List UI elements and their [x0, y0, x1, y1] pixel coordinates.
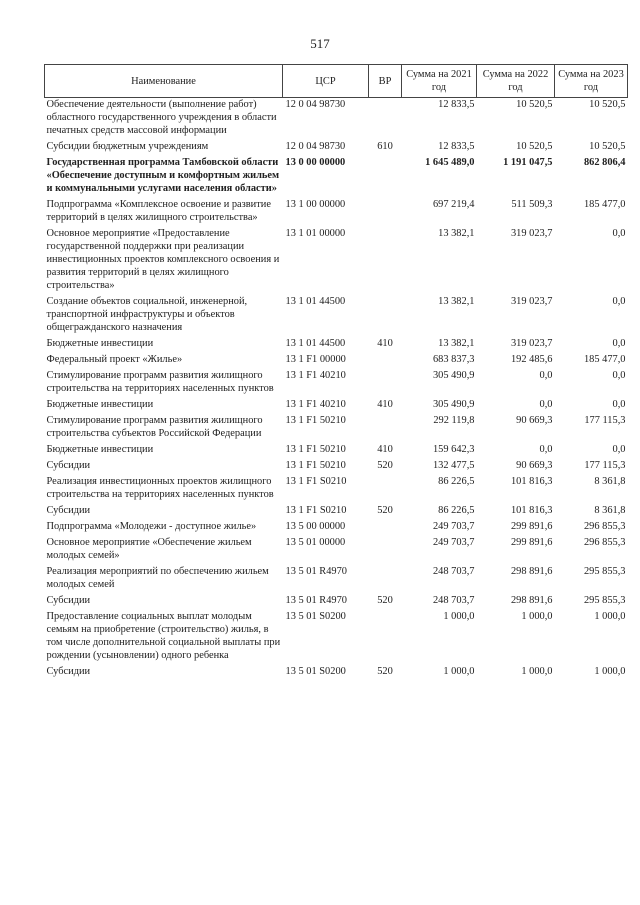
cell-vr [369, 610, 402, 665]
cell-sum-2023: 296 855,3 [583, 521, 626, 532]
cell-sum-2021: 305 490,9 [432, 370, 475, 381]
cell-sum-2022: 101 816,3 [510, 476, 553, 487]
table-row [45, 565, 628, 594]
cell-sum-2021: 249 703,7 [432, 537, 475, 548]
cell-sum-2022: 1 000,0 [521, 611, 553, 622]
cell-sum-2023: 0,0 [612, 370, 626, 381]
table-row [45, 156, 628, 198]
cell-vr: 520 [377, 505, 393, 516]
cell-sum-2021: 697 219,4 [432, 199, 475, 210]
cell-sum-2021: 12 833,5 [438, 141, 475, 152]
cell-csr: 13 1 F1 S0210 [285, 505, 347, 516]
table-row [45, 459, 628, 475]
cell-sum-2023: 177 115,3 [584, 415, 626, 426]
cell-sum-2022: 319 023,7 [510, 228, 553, 239]
cell-vr: 520 [377, 666, 393, 677]
cell-name: Государственная программа Тамбовской области «Обеспечение доступным и комфортным жильем и коммунальными услугами населения области» [46, 157, 280, 194]
cell-csr: 13 1 01 44500 [285, 338, 346, 349]
table-row [45, 337, 628, 353]
cell-sum-2021: 248 703,7 [432, 566, 475, 577]
cell-name: Федеральный проект «Жилье» [46, 354, 183, 365]
cell-csr: 13 5 01 S0200 [285, 666, 346, 677]
cell-name: Субсидии [46, 460, 91, 471]
cell-name: Подпрограмма «Молодежи - доступное жилье» [46, 521, 257, 532]
cell-csr: 13 5 01 R4970 [285, 595, 347, 606]
cell-sum-2023: 296 855,3 [583, 537, 626, 548]
table-row [45, 443, 628, 459]
table-row [45, 610, 628, 665]
cell-name: Бюджетные инвестиции [46, 444, 154, 455]
table-header [45, 65, 628, 98]
cell-sum-2023: 8 361,8 [594, 505, 626, 516]
cell-name: Субсидии [46, 666, 91, 677]
cell-sum-2023: 295 855,3 [583, 566, 626, 577]
cell-vr [369, 414, 402, 443]
cell-sum-2021: 86 226,5 [438, 505, 475, 516]
table-body [45, 98, 628, 682]
cell-sum-2021: 1 645 489,0 [425, 157, 475, 168]
table-row [45, 353, 628, 369]
cell-sum-2023: 0,0 [612, 399, 626, 410]
header-sum-2021: Сумма на 2021 год [402, 65, 477, 98]
cell-sum-2022: 0,0 [539, 370, 553, 381]
cell-csr: 12 0 04 98730 [285, 99, 346, 110]
cell-csr: 13 5 01 S0200 [285, 611, 346, 622]
cell-vr: 520 [377, 460, 393, 471]
cell-csr: 13 1 F1 00000 [285, 354, 346, 365]
cell-name: Субсидии бюджетным учреждениям [46, 141, 209, 152]
cell-name: Субсидии [46, 595, 91, 606]
table-row [45, 398, 628, 414]
cell-csr: 13 5 00 00000 [285, 521, 346, 532]
cell-csr: 13 1 F1 50210 [285, 415, 346, 426]
table-row [45, 414, 628, 443]
cell-sum-2021: 1 000,0 [443, 611, 475, 622]
cell-name: Субсидии [46, 505, 91, 516]
cell-sum-2021: 159 642,3 [432, 444, 475, 455]
cell-vr [369, 369, 402, 398]
cell-vr [369, 295, 402, 337]
cell-sum-2023: 295 855,3 [583, 595, 626, 606]
cell-sum-2023: 0,0 [612, 296, 626, 307]
header-name: Наименование [45, 65, 283, 98]
header-sum-2023: Сумма на 2023 год [555, 65, 628, 98]
cell-vr: 410 [377, 338, 393, 349]
cell-vr [369, 520, 402, 536]
cell-sum-2021: 13 382,1 [438, 228, 475, 239]
cell-sum-2022: 10 520,5 [516, 99, 553, 110]
table-row [45, 475, 628, 504]
cell-sum-2021: 86 226,5 [438, 476, 475, 487]
cell-vr [369, 536, 402, 565]
cell-name: Основное мероприятие «Обеспечение жильем молодых семей» [46, 537, 252, 561]
cell-name: Создание объектов социальной, инженерной, транспортной инфраструктуры и объектов общегражданского назначения [46, 296, 248, 333]
cell-sum-2022: 299 891,6 [510, 537, 553, 548]
table-row [45, 536, 628, 565]
table-row [45, 295, 628, 337]
cell-name: Бюджетные инвестиции [46, 399, 154, 410]
cell-sum-2023: 0,0 [612, 228, 626, 239]
cell-sum-2022: 319 023,7 [510, 338, 553, 349]
cell-sum-2021: 305 490,9 [432, 399, 475, 410]
cell-csr: 13 1 01 00000 [285, 228, 346, 239]
cell-sum-2022: 0,0 [539, 399, 553, 410]
cell-name: Реализация инвестиционных проектов жилищного строительства на территориях населенных пунктов [46, 476, 274, 500]
cell-csr: 13 1 00 00000 [285, 199, 346, 210]
cell-sum-2023: 10 520,5 [589, 141, 626, 152]
cell-name: Подпрограмма «Комплексное освоение и развитие территорий в целях жилищного строительства» [46, 199, 271, 223]
table-row [45, 520, 628, 536]
cell-sum-2021: 12 833,5 [438, 99, 475, 110]
cell-sum-2023: 1 000,0 [594, 666, 626, 677]
table-row [45, 98, 628, 141]
cell-vr [369, 156, 402, 198]
cell-csr: 13 1 01 44500 [285, 296, 346, 307]
cell-sum-2022: 298 891,6 [510, 595, 553, 606]
table-row [45, 504, 628, 520]
cell-sum-2022: 192 485,6 [510, 354, 553, 365]
cell-vr [369, 198, 402, 227]
page-number: 517 [310, 36, 330, 51]
cell-name: Обеспечение деятельности (выполнение работ) областного государственного учреждения в области печатных средств массовой информации [46, 99, 277, 136]
cell-sum-2022: 90 669,3 [516, 460, 553, 471]
cell-csr: 12 0 04 98730 [285, 141, 346, 152]
cell-name: Предоставление социальных выплат молодым семьям на приобретение (строительство) жилья, в том числе дополнительной социальной выплаты при рождении (усыновлении) одного ребенка [46, 611, 281, 661]
cell-sum-2021: 683 837,3 [432, 354, 475, 365]
cell-name: Бюджетные инвестиции [46, 338, 154, 349]
cell-csr: 13 1 F1 40210 [285, 370, 346, 381]
cell-sum-2022: 1 191 047,5 [503, 157, 553, 168]
cell-vr [369, 353, 402, 369]
cell-vr: 610 [377, 141, 393, 152]
cell-vr [369, 565, 402, 594]
cell-sum-2023: 1 000,0 [594, 611, 626, 622]
cell-sum-2022: 10 520,5 [516, 141, 553, 152]
cell-name: Стимулирование программ развития жилищного строительства субъектов Российской Федерации [46, 415, 263, 439]
cell-sum-2023: 185 477,0 [583, 199, 626, 210]
header-sum-2022: Сумма на 2022 год [477, 65, 555, 98]
cell-csr: 13 5 01 00000 [285, 537, 346, 548]
table-row [45, 227, 628, 295]
cell-sum-2022: 90 669,3 [516, 415, 553, 426]
cell-sum-2021: 13 382,1 [438, 338, 475, 349]
cell-vr [369, 227, 402, 295]
cell-sum-2022: 1 000,0 [521, 666, 553, 677]
cell-name: Стимулирование программ развития жилищного строительства на территориях населенных пунктов [46, 370, 274, 394]
cell-sum-2023: 185 477,0 [583, 354, 626, 365]
cell-csr: 13 1 F1 50210 [285, 444, 346, 455]
cell-csr: 13 5 01 R4970 [285, 566, 347, 577]
cell-sum-2021: 292 119,8 [433, 415, 475, 426]
cell-vr [369, 475, 402, 504]
cell-csr: 13 0 00 00000 [285, 157, 346, 168]
cell-sum-2022: 0,0 [539, 444, 553, 455]
cell-sum-2023: 8 361,8 [594, 476, 626, 487]
table-row [45, 594, 628, 610]
table-row [45, 665, 628, 681]
cell-sum-2023: 0,0 [612, 338, 626, 349]
budget-table [44, 64, 628, 681]
cell-sum-2022: 298 891,6 [510, 566, 553, 577]
cell-name: Основное мероприятие «Предоставление государственной поддержки при реализации инвестиционных проектов комплексного освоения и развития территорий в целях жилищного строительства» [46, 228, 280, 291]
cell-sum-2023: 0,0 [612, 444, 626, 455]
cell-sum-2021: 132 477,5 [432, 460, 475, 471]
cell-sum-2022: 511 509,3 [511, 199, 553, 210]
cell-sum-2021: 13 382,1 [438, 296, 475, 307]
cell-vr [369, 98, 402, 141]
cell-vr: 520 [377, 595, 393, 606]
header-csr: ЦСР [283, 65, 369, 98]
table-row [45, 198, 628, 227]
cell-sum-2021: 249 703,7 [432, 521, 475, 532]
table-row [45, 140, 628, 156]
cell-sum-2022: 299 891,6 [510, 521, 553, 532]
cell-sum-2021: 1 000,0 [443, 666, 475, 677]
cell-sum-2022: 101 816,3 [510, 505, 553, 516]
table-row [45, 369, 628, 398]
cell-csr: 13 1 F1 40210 [285, 399, 346, 410]
cell-sum-2021: 248 703,7 [432, 595, 475, 606]
cell-csr: 13 1 F1 S0210 [285, 476, 347, 487]
cell-name: Реализация мероприятий по обеспечению жильем молодых семей [46, 566, 269, 590]
cell-csr: 13 1 F1 50210 [285, 460, 346, 471]
cell-vr: 410 [377, 444, 393, 455]
cell-sum-2023: 10 520,5 [589, 99, 626, 110]
cell-sum-2023: 177 115,3 [584, 460, 626, 471]
header-vr: ВР [369, 65, 402, 98]
cell-vr: 410 [377, 399, 393, 410]
cell-sum-2022: 319 023,7 [510, 296, 553, 307]
cell-sum-2023: 862 806,4 [583, 157, 626, 168]
